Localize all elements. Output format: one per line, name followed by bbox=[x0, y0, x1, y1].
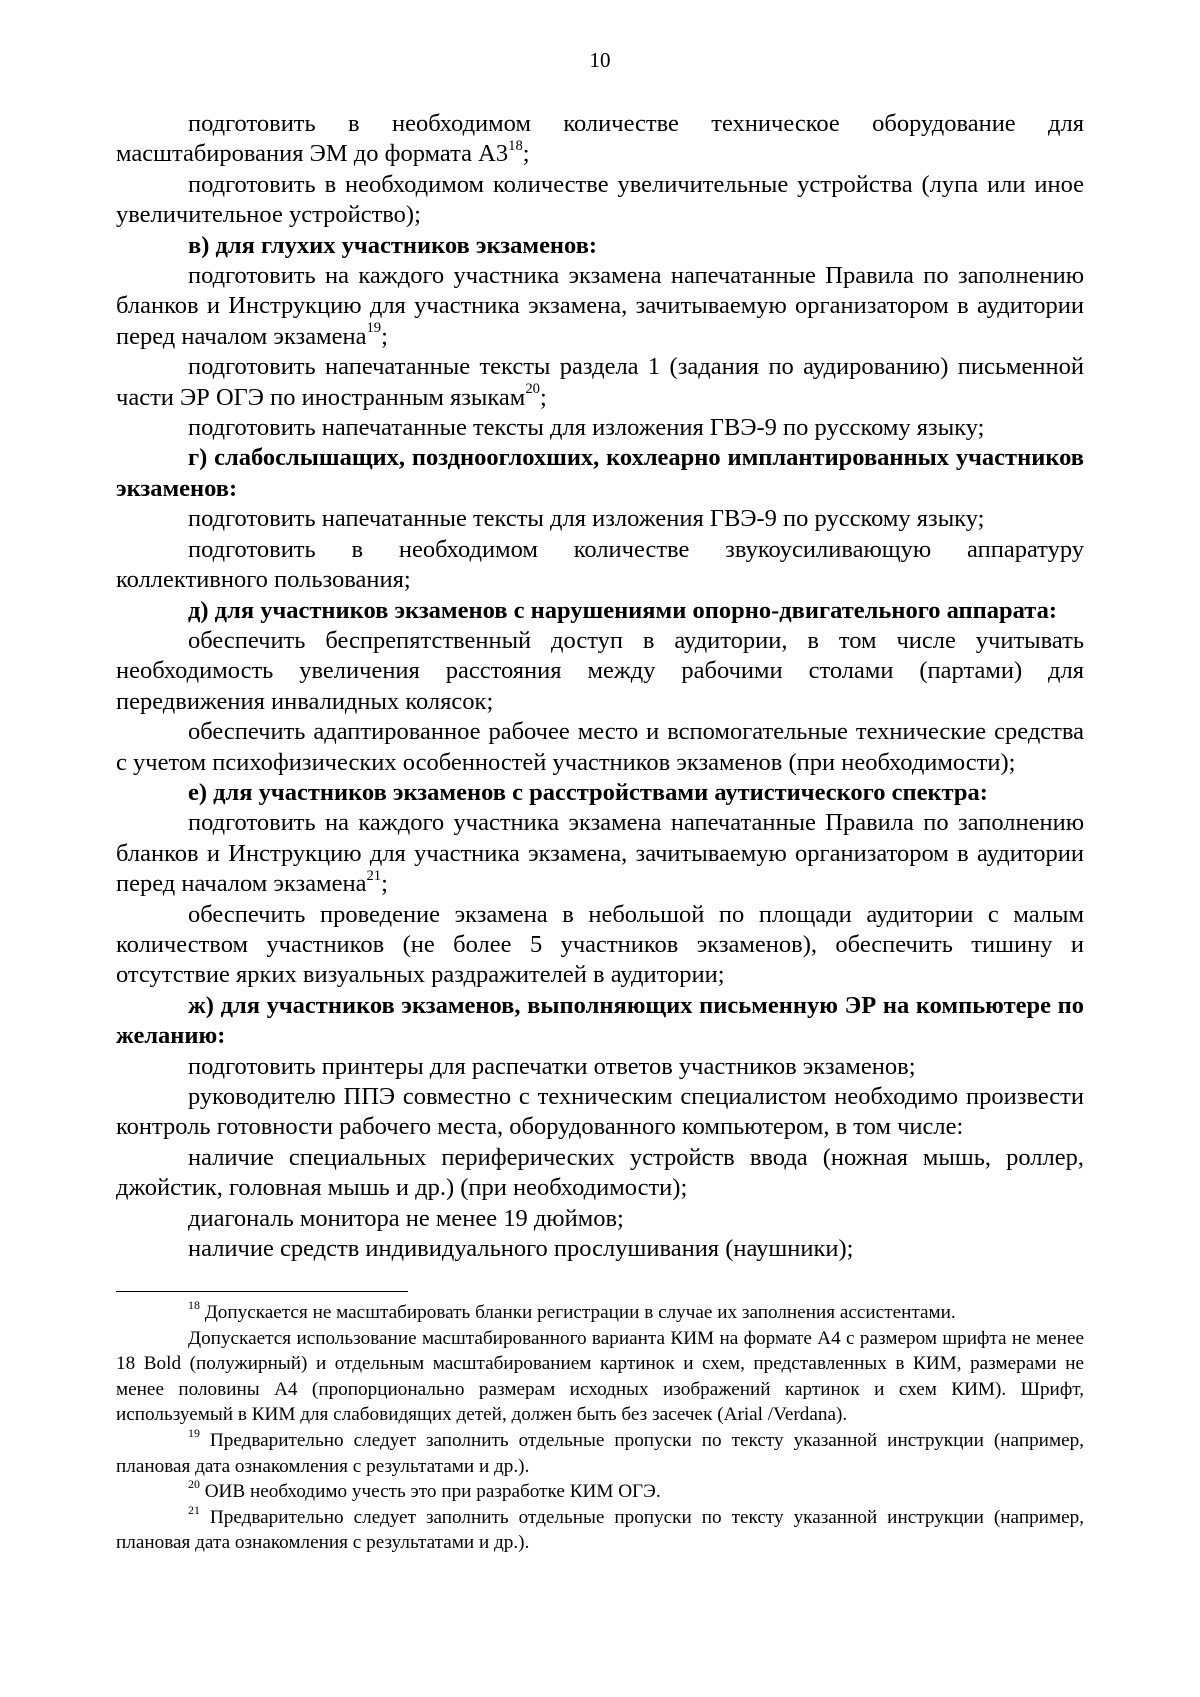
section-heading-d: д) для участников экзаменов с нарушениями опорно-двигательного аппарата: bbox=[188, 596, 1057, 624]
page-number: 10 bbox=[589, 48, 611, 72]
footnotes bbox=[116, 1297, 1084, 1556]
footnote-ref[interactable]: 18 bbox=[508, 138, 523, 155]
paragraph: подготовить напечатанные тексты для изложения ГВЭ-9 по русскому языку; bbox=[188, 414, 985, 442]
section-heading-g: г) слабослышащих, позднооглохших, кохлеарно имплантированных участников экзаменов: bbox=[116, 444, 1084, 502]
footnote-separator bbox=[116, 1291, 408, 1292]
footnote-ref[interactable]: 20 bbox=[525, 381, 540, 398]
paragraph: подготовить напечатанные тексты для изложения ГВЭ-9 по русскому языку; bbox=[188, 505, 985, 533]
footnote: $^{19}$ Предварительно следует заполнить отдельные пропуски по тексту указанной инструкции (например, плановая дата ознакомления с результатами и др.). bbox=[116, 1425, 1084, 1477]
paragraph: диагональ монитора не менее 19 дюймов; bbox=[188, 1204, 624, 1232]
footnote-ref[interactable]: 19 bbox=[366, 320, 382, 337]
footnote-number: 19 bbox=[188, 1425, 200, 1440]
footnote: $^{20}$ ОИВ необходимо учесть это при разработке КИМ ОГЭ. bbox=[188, 1476, 661, 1503]
footnote-ref[interactable]: 21 bbox=[366, 867, 382, 884]
paragraph: подготовить в необходимом количестве звукоусиливающую аппаратуру коллективного пользования; bbox=[116, 535, 1084, 594]
paragraph: наличие специальных периферических устройств ввода (ножная мышь, роллер, джойстик, головная мышь и др.) (при необходимости); bbox=[116, 1143, 1084, 1202]
paragraph: обеспечить адаптированное рабочее место и вспомогательные технические средства с учетом психофизических особенностей участников экзаменов (при необходимости); bbox=[116, 718, 1084, 776]
footnote: $^{21}$ Предварительно следует заполнить отдельные пропуски по тексту указанной инструкции (например, плановая дата ознакомления с результатами и др.). bbox=[116, 1502, 1084, 1554]
footnote: $^{18}$ Допускается не масштабировать бланки регистрации в случае их заполнения ассистентами. bbox=[188, 1297, 956, 1323]
footnote: Допускается использование масштабированного варианта КИМ на формате А4 с размером шрифта не менее 18 Bold (полужирный) и отдельным масштабированием картинок и схем, представленных в КИМ, размерами не менее половины А4 (пропорционально размерам исходных изображений картинок и схем КИМ). Шрифт, используемый в КИМ для слабовидящих детей, должен быть без засечек (Arial /Verdana). bbox=[116, 1327, 1084, 1426]
paragraph: подготовить в необходимом количестве увеличительные устройства (лупа или иное увеличительное устройство); bbox=[116, 170, 1084, 229]
paragraph: подготовить на каждого участника экзамена напечатанные Правила по заполнению бланков и Инструкцию для участника экзамена, зачитываемую организатором в аудитории перед началом экзамена$^{21}$; bbox=[116, 809, 1084, 898]
paragraph: подготовить на каждого участника экзамена напечатанные Правила по заполнению бланков и Инструкцию для участника экзамена, зачитываемую организатором в аудитории перед началом экзамена$^{19}$; bbox=[116, 262, 1084, 350]
section-heading-v: в) для глухих участников экзаменов: bbox=[188, 231, 598, 259]
paragraph: руководителю ППЭ совместно с техническим специалистом необходимо произвести контроль готовности рабочего места, оборудованного компьютером, в том числе: bbox=[116, 1083, 1084, 1141]
paragraph: подготовить напечатанные тексты раздела 1 (задания по аудированию) письменной части ЭР ОГЭ по иностранным языкам$^{20}$; bbox=[116, 353, 1084, 411]
paragraph: наличие средств индивидуального прослушивания (наушники); bbox=[188, 1235, 854, 1263]
footnote-number: 20 bbox=[188, 1476, 200, 1491]
paragraph: подготовить в необходимом количестве техническое оборудование для масштабирования ЭМ до формата $А3^{18}$; bbox=[116, 110, 1084, 168]
section-heading-zh: ж) для участников экзаменов, выполняющих письменную ЭР на компьютере по желанию: bbox=[116, 991, 1084, 1050]
main-text bbox=[116, 109, 1084, 1264]
footnote-number: 21 bbox=[188, 1502, 200, 1517]
footnote-number: 18 bbox=[188, 1297, 200, 1312]
paragraph: обеспечить беспрепятственный доступ в аудитории, в том числе учитывать необходимость увеличения расстояния между рабочими столами (партами) для передвижения инвалидных колясок; bbox=[116, 626, 1084, 715]
paragraph: подготовить принтеры для распечатки ответов участников экзаменов; bbox=[188, 1052, 916, 1080]
section-heading-e: е) для участников экзаменов с расстройствами аутистического спектра: bbox=[188, 778, 988, 806]
paragraph: обеспечить проведение экзамена в небольшой по площади аудитории с малым количеством участников (не более 5 участников экзаменов), обеспечить тишину и отсутствие ярких визуальных раздражителей в аудитории; bbox=[116, 900, 1084, 989]
